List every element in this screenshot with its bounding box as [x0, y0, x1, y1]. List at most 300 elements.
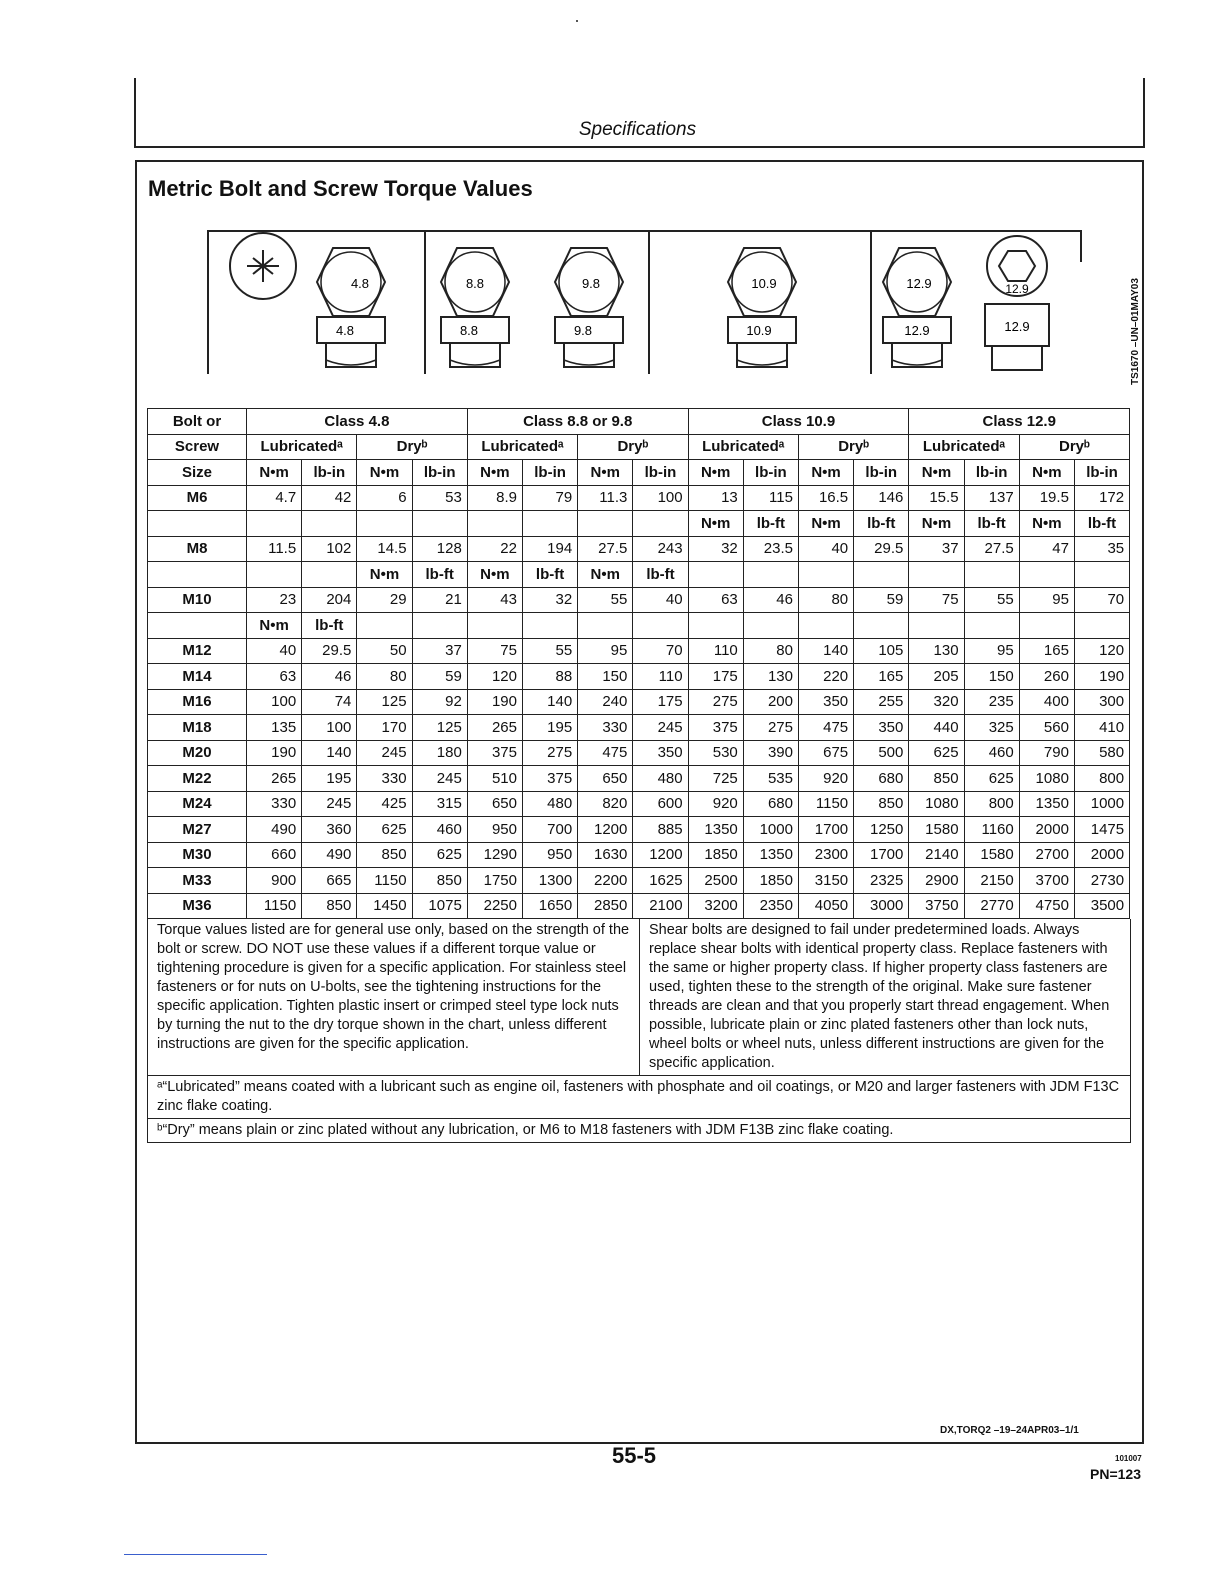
- value-cell: 21: [412, 587, 467, 613]
- unit-cell: [357, 511, 412, 537]
- value-cell: 220: [798, 664, 853, 690]
- value-cell: 820: [578, 791, 633, 817]
- unit-cell: [688, 562, 743, 588]
- value-cell: 137: [964, 485, 1019, 511]
- value-cell: 275: [522, 740, 577, 766]
- general-use-note: Torque values listed are for general use only, based on the strength of the bolt or screw. DO NOT use these values if a different torque value or tightening procedure is given for a specific application. For stainless steel fasteners or for nuts on U-bolts, see the tightening instructions for the specific application. Tighten plastic insert or crimped steel type lock nuts by turning the nut to the dry torque shown in the chart, unless different instructions are given for the specific application.: [157, 922, 630, 1052]
- value-cell: 146: [854, 485, 909, 511]
- mark-label: 9.8: [573, 323, 593, 338]
- value-cell: 665: [302, 868, 357, 894]
- value-cell: 40: [633, 587, 688, 613]
- value-cell: 1160: [964, 817, 1019, 843]
- value-cell: 6: [357, 485, 412, 511]
- value-cell: 625: [412, 842, 467, 868]
- value-cell: 29.5: [854, 536, 909, 562]
- table-row: [148, 817, 1130, 843]
- value-cell: 245: [412, 766, 467, 792]
- value-cell: 2200: [578, 868, 633, 894]
- value-cell: 4050: [798, 893, 853, 919]
- value-cell: 1075: [412, 893, 467, 919]
- value-cell: 1080: [1019, 766, 1074, 792]
- value-cell: 300: [1074, 689, 1129, 715]
- value-cell: 95: [964, 638, 1019, 664]
- section-title: Metric Bolt and Screw Torque Values: [148, 176, 533, 201]
- value-cell: 70: [633, 638, 688, 664]
- value-cell: 1300: [522, 868, 577, 894]
- unit-cell: N•m: [467, 562, 522, 588]
- value-cell: 2770: [964, 893, 1019, 919]
- unit-cell: lb-ft: [633, 562, 688, 588]
- value-cell: 165: [854, 664, 909, 690]
- table-row: [148, 485, 1130, 511]
- value-cell: 920: [798, 766, 853, 792]
- value-cell: 2000: [1019, 817, 1074, 843]
- value-cell: 95: [1019, 587, 1074, 613]
- unit-cell: [964, 562, 1019, 588]
- value-cell: 1200: [633, 842, 688, 868]
- value-cell: 1475: [1074, 817, 1129, 843]
- value-cell: 4.7: [247, 485, 302, 511]
- unit-cell: [798, 613, 853, 639]
- value-cell: 680: [854, 766, 909, 792]
- value-cell: 32: [522, 587, 577, 613]
- bolt-drawings: [207, 232, 1082, 374]
- value-cell: 190: [467, 689, 522, 715]
- value-cell: 350: [854, 715, 909, 741]
- table-row: [148, 715, 1130, 741]
- table-row: [148, 536, 1130, 562]
- unit-cell: N•m: [247, 613, 302, 639]
- mark-label: 12.9: [1004, 319, 1030, 334]
- value-cell: 35: [1074, 536, 1129, 562]
- value-cell: 3200: [688, 893, 743, 919]
- unit-cell: [357, 613, 412, 639]
- value-cell: 74: [302, 689, 357, 715]
- value-cell: 1000: [1074, 791, 1129, 817]
- value-cell: 350: [798, 689, 853, 715]
- value-cell: 172: [1074, 485, 1129, 511]
- table-row: [148, 842, 1130, 868]
- value-cell: 1750: [467, 868, 522, 894]
- value-cell: 23: [247, 587, 302, 613]
- size-cell: M24: [148, 791, 247, 817]
- unit-cell: lb-ft: [412, 562, 467, 588]
- doc-code: DX,TORQ2 –19–24APR03–1/1: [940, 1425, 1079, 1436]
- value-cell: 790: [1019, 740, 1074, 766]
- value-cell: 625: [964, 766, 1019, 792]
- value-cell: 59: [854, 587, 909, 613]
- notes-row: [148, 919, 1130, 1076]
- value-cell: 2150: [964, 868, 1019, 894]
- value-cell: 3500: [1074, 893, 1129, 919]
- unit-cell: [412, 511, 467, 537]
- size-cell: M14: [148, 664, 247, 690]
- value-cell: 3750: [909, 893, 964, 919]
- value-cell: 2350: [743, 893, 798, 919]
- value-cell: 265: [247, 766, 302, 792]
- mark-label: 8.8: [459, 323, 479, 338]
- value-cell: 27.5: [964, 536, 1019, 562]
- value-cell: 59: [412, 664, 467, 690]
- unit-cell: [302, 511, 357, 537]
- value-cell: 2700: [1019, 842, 1074, 868]
- value-cell: 130: [743, 664, 798, 690]
- value-cell: 275: [688, 689, 743, 715]
- value-cell: 2000: [1074, 842, 1129, 868]
- unit-cell: [467, 613, 522, 639]
- value-cell: 40: [798, 536, 853, 562]
- unit-cell: [743, 613, 798, 639]
- header-cell: N•m: [247, 460, 302, 486]
- value-cell: 63: [247, 664, 302, 690]
- header-cell: lb-in: [964, 460, 1019, 486]
- unit-cell: lb-ft: [522, 562, 577, 588]
- value-cell: 700: [522, 817, 577, 843]
- header-cell: Lubricatedᵃ: [909, 434, 1019, 460]
- value-cell: 37: [909, 536, 964, 562]
- value-cell: 535: [743, 766, 798, 792]
- value-cell: 19.5: [1019, 485, 1074, 511]
- unit-cell: N•m: [578, 562, 633, 588]
- value-cell: 130: [909, 638, 964, 664]
- header-cell: Bolt or: [148, 409, 247, 435]
- value-cell: 1290: [467, 842, 522, 868]
- value-cell: 2140: [909, 842, 964, 868]
- value-cell: 3000: [854, 893, 909, 919]
- value-cell: 2300: [798, 842, 853, 868]
- unit-cell: [578, 511, 633, 537]
- value-cell: 1150: [798, 791, 853, 817]
- value-cell: 100: [633, 485, 688, 511]
- value-cell: 3700: [1019, 868, 1074, 894]
- mark-label: 10.9: [746, 323, 772, 338]
- value-cell: 46: [743, 587, 798, 613]
- value-cell: 500: [854, 740, 909, 766]
- mark-label: 8.8: [465, 276, 485, 291]
- header-cell: Lubricatedᵃ: [467, 434, 577, 460]
- value-cell: 1150: [247, 893, 302, 919]
- value-cell: 1080: [909, 791, 964, 817]
- unit-cell: [633, 613, 688, 639]
- value-cell: 1150: [357, 868, 412, 894]
- value-cell: 190: [247, 740, 302, 766]
- unit-row: [148, 511, 1130, 537]
- value-cell: 265: [467, 715, 522, 741]
- header-row-2: [148, 434, 1130, 460]
- unit-cell: [302, 562, 357, 588]
- header-cell: Class 8.8 or 9.8: [467, 409, 688, 435]
- value-cell: 850: [357, 842, 412, 868]
- size-cell: M30: [148, 842, 247, 868]
- value-cell: 245: [357, 740, 412, 766]
- value-cell: 115: [743, 485, 798, 511]
- value-cell: 102: [302, 536, 357, 562]
- header-cell: N•m: [467, 460, 522, 486]
- value-cell: 4750: [1019, 893, 1074, 919]
- unit-cell: [688, 613, 743, 639]
- value-cell: 560: [1019, 715, 1074, 741]
- size-cell: M27: [148, 817, 247, 843]
- header-cell: Dryᵇ: [1019, 434, 1129, 460]
- value-cell: 390: [743, 740, 798, 766]
- value-cell: 425: [357, 791, 412, 817]
- value-cell: 1630: [578, 842, 633, 868]
- value-cell: 1700: [798, 817, 853, 843]
- value-cell: 204: [302, 587, 357, 613]
- value-cell: 2100: [633, 893, 688, 919]
- size-cell: M18: [148, 715, 247, 741]
- value-cell: 235: [964, 689, 1019, 715]
- header-cell: Class 12.9: [909, 409, 1130, 435]
- value-cell: 480: [633, 766, 688, 792]
- value-cell: 170: [357, 715, 412, 741]
- value-cell: 194: [522, 536, 577, 562]
- value-cell: 2900: [909, 868, 964, 894]
- unit-cell: [522, 511, 577, 537]
- value-cell: 43: [467, 587, 522, 613]
- mark-label: 12.9: [906, 276, 932, 291]
- value-cell: 1350: [743, 842, 798, 868]
- value-cell: 27.5: [578, 536, 633, 562]
- scan-dot: [576, 20, 578, 22]
- value-cell: 3150: [798, 868, 853, 894]
- value-cell: 16.5: [798, 485, 853, 511]
- table-row: [148, 766, 1130, 792]
- table-row: [148, 689, 1130, 715]
- value-cell: 1350: [1019, 791, 1074, 817]
- unit-cell: [522, 613, 577, 639]
- value-cell: 260: [1019, 664, 1074, 690]
- value-cell: 850: [302, 893, 357, 919]
- value-cell: 850: [412, 868, 467, 894]
- value-cell: 1580: [964, 842, 1019, 868]
- value-cell: 80: [798, 587, 853, 613]
- value-cell: 1250: [854, 817, 909, 843]
- value-cell: 120: [1074, 638, 1129, 664]
- value-cell: 440: [909, 715, 964, 741]
- value-cell: 920: [688, 791, 743, 817]
- shear-bolt-note: Shear bolts are designed to fail under predetermined loads. Always replace shear bolts with identical property class. Replace fasteners with the same or higher property class. If higher property class fasteners are used, tighten these to the strength of the original. Make sure fastener threads are clean and that you properly start thread engagement. When possible, lubricate plain or zinc plated fasteners other than lock nuts, wheel bolts or wheel nuts, unless different instructions are given for the specific application.: [639, 919, 1130, 1075]
- bottom-rule: [124, 1554, 267, 1555]
- unit-cell: [964, 613, 1019, 639]
- value-cell: 190: [1074, 664, 1129, 690]
- value-cell: 245: [633, 715, 688, 741]
- value-cell: 32: [688, 536, 743, 562]
- unit-cell: [578, 613, 633, 639]
- value-cell: 330: [247, 791, 302, 817]
- header-cell: Dryᵇ: [357, 434, 467, 460]
- unit-cell: N•m: [798, 511, 853, 537]
- header-cell: N•m: [798, 460, 853, 486]
- value-cell: 650: [578, 766, 633, 792]
- table-row: [148, 664, 1130, 690]
- value-cell: 1000: [743, 817, 798, 843]
- value-cell: 1450: [357, 893, 412, 919]
- value-cell: 79: [522, 485, 577, 511]
- header-cell: Class 10.9: [688, 409, 909, 435]
- value-cell: 165: [1019, 638, 1074, 664]
- value-cell: 40: [247, 638, 302, 664]
- unit-cell: [743, 562, 798, 588]
- value-cell: 1350: [688, 817, 743, 843]
- value-cell: 92: [412, 689, 467, 715]
- value-cell: 400: [1019, 689, 1074, 715]
- table-row: [148, 740, 1130, 766]
- table-row: [148, 638, 1130, 664]
- size-cell: M22: [148, 766, 247, 792]
- value-cell: 46: [302, 664, 357, 690]
- value-cell: 105: [854, 638, 909, 664]
- unit-row: [148, 613, 1130, 639]
- value-cell: 1850: [743, 868, 798, 894]
- unit-cell: [247, 511, 302, 537]
- value-cell: 55: [522, 638, 577, 664]
- value-cell: 475: [578, 740, 633, 766]
- value-cell: 320: [909, 689, 964, 715]
- value-cell: 2500: [688, 868, 743, 894]
- header-cell: lb-in: [633, 460, 688, 486]
- figure-code: [1130, 255, 1150, 385]
- value-cell: 29: [357, 587, 412, 613]
- value-cell: 55: [578, 587, 633, 613]
- value-cell: 14.5: [357, 536, 412, 562]
- header-cell: Lubricatedᵃ: [688, 434, 798, 460]
- value-cell: 1700: [854, 842, 909, 868]
- size-cell: [148, 562, 247, 588]
- header-cell: Screw: [148, 434, 247, 460]
- value-cell: 70: [1074, 587, 1129, 613]
- value-cell: 680: [743, 791, 798, 817]
- value-cell: 950: [467, 817, 522, 843]
- value-cell: 15.5: [909, 485, 964, 511]
- unit-cell: N•m: [909, 511, 964, 537]
- unit-cell: [1074, 562, 1129, 588]
- size-cell: M20: [148, 740, 247, 766]
- value-cell: 255: [854, 689, 909, 715]
- unit-row: [148, 562, 1130, 588]
- value-cell: 625: [357, 817, 412, 843]
- size-cell: M8: [148, 536, 247, 562]
- value-cell: 2850: [578, 893, 633, 919]
- unit-cell: [412, 613, 467, 639]
- header-cell: N•m: [688, 460, 743, 486]
- value-cell: 29.5: [302, 638, 357, 664]
- value-cell: 475: [798, 715, 853, 741]
- table-row: [148, 868, 1130, 894]
- size-cell: M6: [148, 485, 247, 511]
- footnote-dry: ᵇ“Dry” means plain or zinc plated without any lubrication, or M6 to M18 fasteners with JDM F13B zinc flake coating.: [157, 1122, 894, 1138]
- value-cell: 950: [522, 842, 577, 868]
- value-cell: 150: [578, 664, 633, 690]
- value-cell: 2325: [854, 868, 909, 894]
- value-cell: 125: [357, 689, 412, 715]
- unit-cell: [467, 511, 522, 537]
- value-cell: 725: [688, 766, 743, 792]
- size-cell: M36: [148, 893, 247, 919]
- table-row: [148, 791, 1130, 817]
- value-cell: 850: [854, 791, 909, 817]
- table-row: [148, 587, 1130, 613]
- value-cell: 110: [633, 664, 688, 690]
- value-cell: 195: [522, 715, 577, 741]
- value-cell: 1580: [909, 817, 964, 843]
- unit-cell: [1019, 613, 1074, 639]
- value-cell: 490: [302, 842, 357, 868]
- header-cell: Class 4.8: [247, 409, 468, 435]
- value-cell: 275: [743, 715, 798, 741]
- value-cell: 1650: [522, 893, 577, 919]
- header-cell: Dryᵇ: [578, 434, 688, 460]
- value-cell: 460: [964, 740, 1019, 766]
- size-cell: [148, 613, 247, 639]
- value-cell: 580: [1074, 740, 1129, 766]
- value-cell: 80: [357, 664, 412, 690]
- mark-label: 9.8: [581, 276, 601, 291]
- header-cell: lb-in: [302, 460, 357, 486]
- pn-label: PN=123: [1090, 1466, 1141, 1482]
- value-cell: 2250: [467, 893, 522, 919]
- nut-symbol-icon: [230, 233, 296, 299]
- value-cell: 47: [1019, 536, 1074, 562]
- header-cell: N•m: [357, 460, 412, 486]
- value-cell: 1850: [688, 842, 743, 868]
- value-cell: 460: [412, 817, 467, 843]
- page-number: 55-5: [612, 1443, 657, 1468]
- value-cell: 140: [798, 638, 853, 664]
- header-cell: lb-in: [1074, 460, 1129, 486]
- value-cell: 625: [909, 740, 964, 766]
- value-cell: 675: [798, 740, 853, 766]
- small-code: 101007: [1115, 1454, 1142, 1463]
- unit-cell: lb-ft: [302, 613, 357, 639]
- value-cell: 410: [1074, 715, 1129, 741]
- value-cell: 240: [578, 689, 633, 715]
- value-cell: 100: [247, 689, 302, 715]
- header-cell: lb-in: [522, 460, 577, 486]
- value-cell: 128: [412, 536, 467, 562]
- header-cell: lb-in: [854, 460, 909, 486]
- value-cell: 11.5: [247, 536, 302, 562]
- unit-cell: [854, 562, 909, 588]
- figure-code-text: TS1670 –UN–01MAY03: [1130, 278, 1141, 385]
- unit-cell: [798, 562, 853, 588]
- value-cell: 23.5: [743, 536, 798, 562]
- value-cell: 900: [247, 868, 302, 894]
- value-cell: 885: [633, 817, 688, 843]
- value-cell: 245: [302, 791, 357, 817]
- value-cell: 530: [688, 740, 743, 766]
- value-cell: 22: [467, 536, 522, 562]
- bolt-markings-illustration: [207, 230, 1082, 374]
- value-cell: 510: [467, 766, 522, 792]
- value-cell: 360: [302, 817, 357, 843]
- value-cell: 13: [688, 485, 743, 511]
- mark-label: 4.8: [350, 276, 370, 291]
- value-cell: 2730: [1074, 868, 1129, 894]
- value-cell: 175: [688, 664, 743, 690]
- unit-cell: lb-ft: [1074, 511, 1129, 537]
- value-cell: 120: [467, 664, 522, 690]
- unit-cell: [1074, 613, 1129, 639]
- value-cell: 243: [633, 536, 688, 562]
- value-cell: 135: [247, 715, 302, 741]
- table-row: [148, 893, 1130, 919]
- value-cell: 75: [467, 638, 522, 664]
- size-cell: M12: [148, 638, 247, 664]
- footnote-lubricated: ᵃ“Lubricated” means coated with a lubricant such as engine oil, fasteners with phosphate and oil coatings, or M20 and larger fasteners with JDM F13C zinc flake coating.: [148, 1076, 1130, 1119]
- header-cell: Lubricatedᵃ: [247, 434, 357, 460]
- value-cell: 800: [964, 791, 1019, 817]
